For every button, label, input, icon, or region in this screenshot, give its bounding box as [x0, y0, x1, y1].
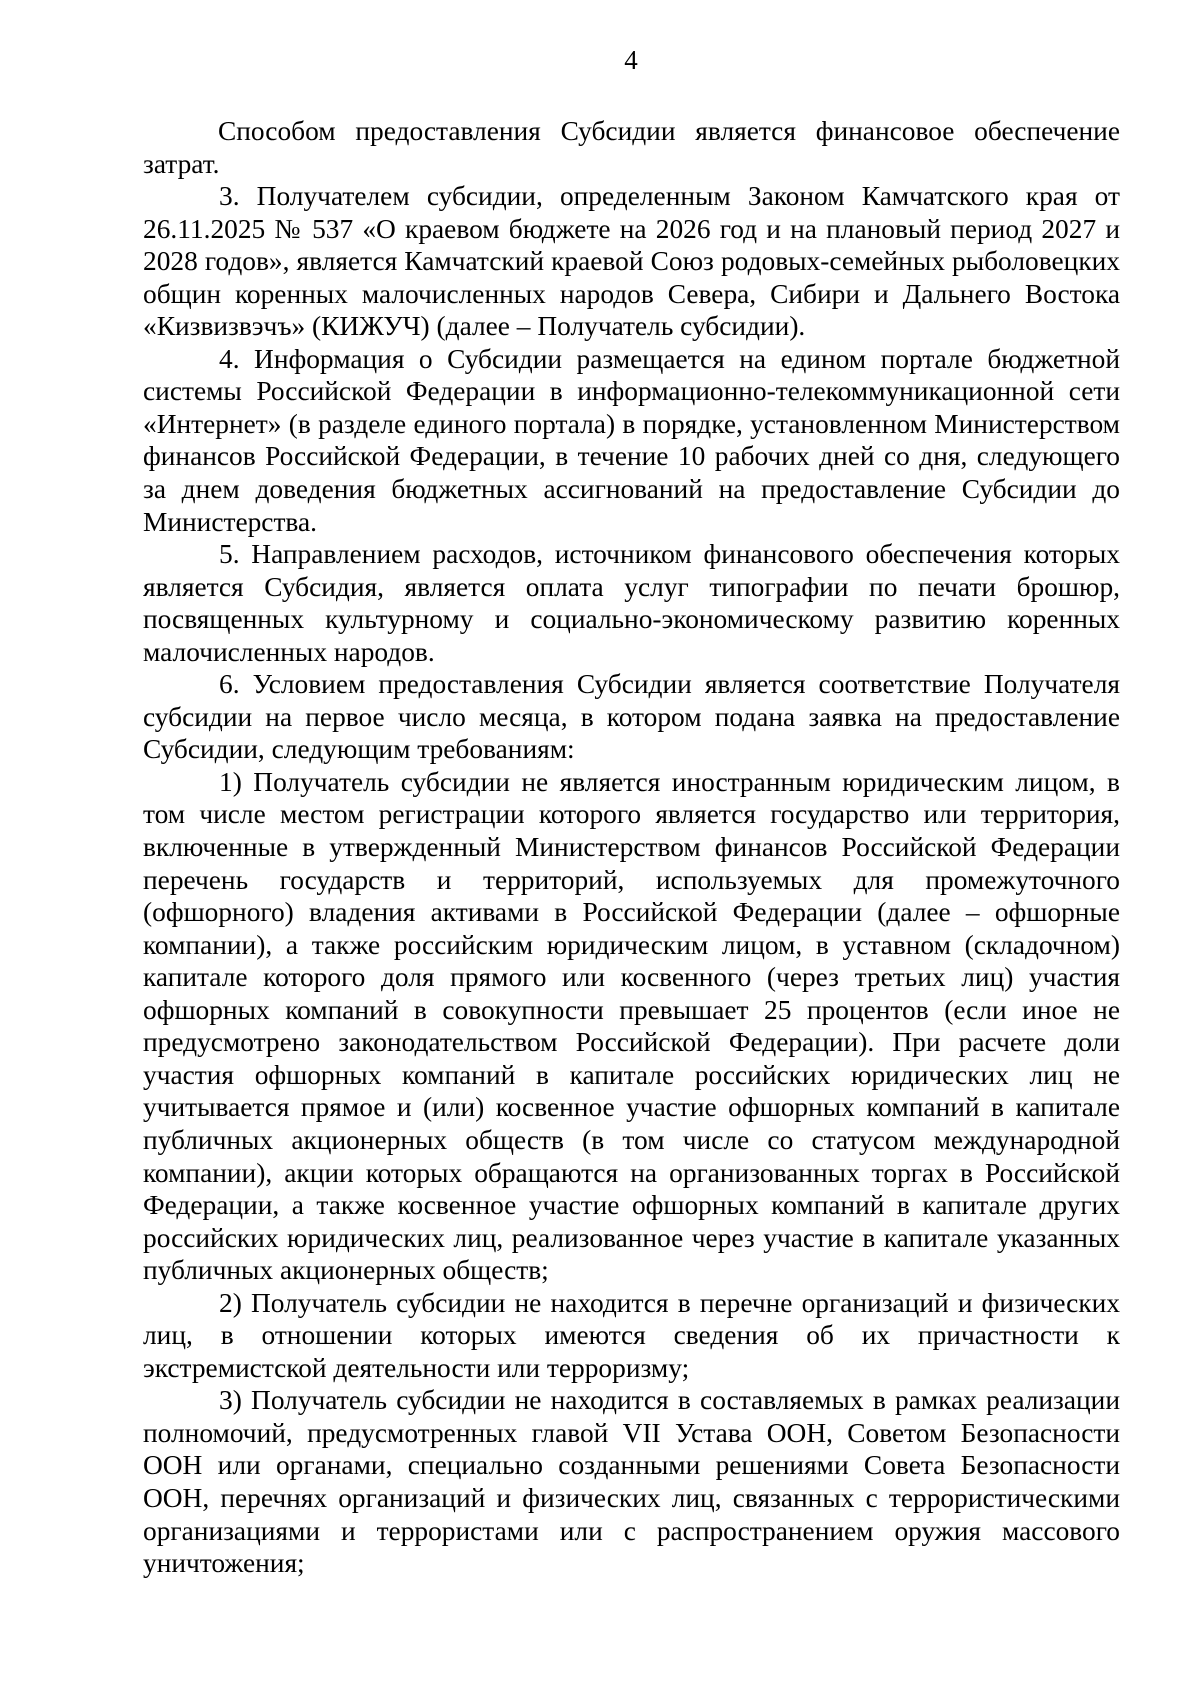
paragraph-item-3-recipient: 3. Получателем субсидии, определенным Законом Камчатского края от 26.11.2025 № 537 «О краевом бюджете на 2026 год и на плановый период 2027 и 2028 годов», является Камчатский краевой Союз родовых-семейных рыболовецких общин коренных малочисленных народов Севера, Сибири и Дальнего Востока «Кизвизвэчъ» (КИЖУЧ) (далее – Получатель субсидии). — [143, 181, 1120, 342]
paragraph-item-5-expenses: 5. Направлением расходов, источником финансового обеспечения которых является Субсидия, является оплата услуг типографии по печати брошюр, посвященных культурному и социально-экономическому развитию коренных малочисленных народов. — [143, 539, 1120, 667]
paragraph-item-4-information: 4. Информация о Субсидии размещается на едином портале бюджетной системы Российской Федерации в информационно-телекоммуникационной сети «Интернет» (в разделе единого портала) в порядке, установленном Министерством финансов Российской Федерации, в течение 10 рабочих дней со дня, следующего за днем доведения бюджетных ассигнований на предоставление Субсидии до Министерства. — [143, 343, 1120, 537]
document-body — [143, 115, 1120, 1580]
paragraph-requirement-1: 1) Получатель субсидии не является иностранным юридическим лицом, в том числе местом регистрации которого является государство или территория, включенные в утвержденный Министерством финансов Российской Федерации перечень государств и территорий, используемых для промежуточного (офшорного) владения активами в Российской Федерации (далее – офшорные компании), а также российским юридическим лицом, в уставном (складочном) капитале которого доля прямого или косвенного (через третьих лиц) участия офшорных компаний в совокупности превышает 25 процентов (если иное не предусмотрено законодательством Российской Федерации). При расчете доли участия офшорных компаний в капитале российских юридических лиц не учитывается прямое и (или) косвенное участие офшорных компаний в капитале публичных акционерных обществ (в том числе со статусом международной компании), акции которых обращаются на организованных торгах в Российской Федерации, а также косвенное участие офшорных компаний в капитале других российских юридических лиц, реализованное через участие в капитале указанных публичных акционерных обществ; — [143, 766, 1120, 1286]
paragraph-requirement-3: 3) Получатель субсидии не находится в составляемых в рамках реализации полномочий, предусмотренных главой VII Устава ООН, Советом Безопасности ООН или органами, специально созданными решениями Совета Безопасности ООН, перечнях организаций и физических лиц, связанных с террористическими организациями и террористами или с распространением оружия массового уничтожения; — [143, 1385, 1120, 1579]
paragraph-requirement-2: 2) Получатель субсидии не находится в перечне организаций и физических лиц, в отношении которых имеются сведения об их причастности к экстремистской деятельности или терроризму; — [143, 1287, 1120, 1383]
page-number: 4 — [624, 45, 638, 75]
paragraph-subsidy-method: Способом предоставления Субсидии является финансовое обеспечение затрат. — [143, 116, 1120, 179]
paragraph-item-6-conditions: 6. Условием предоставления Субсидии является соответствие Получателя субсидии на первое число месяца, в котором подана заявка на предоставление Субсидии, следующим требованиям: — [143, 669, 1120, 765]
